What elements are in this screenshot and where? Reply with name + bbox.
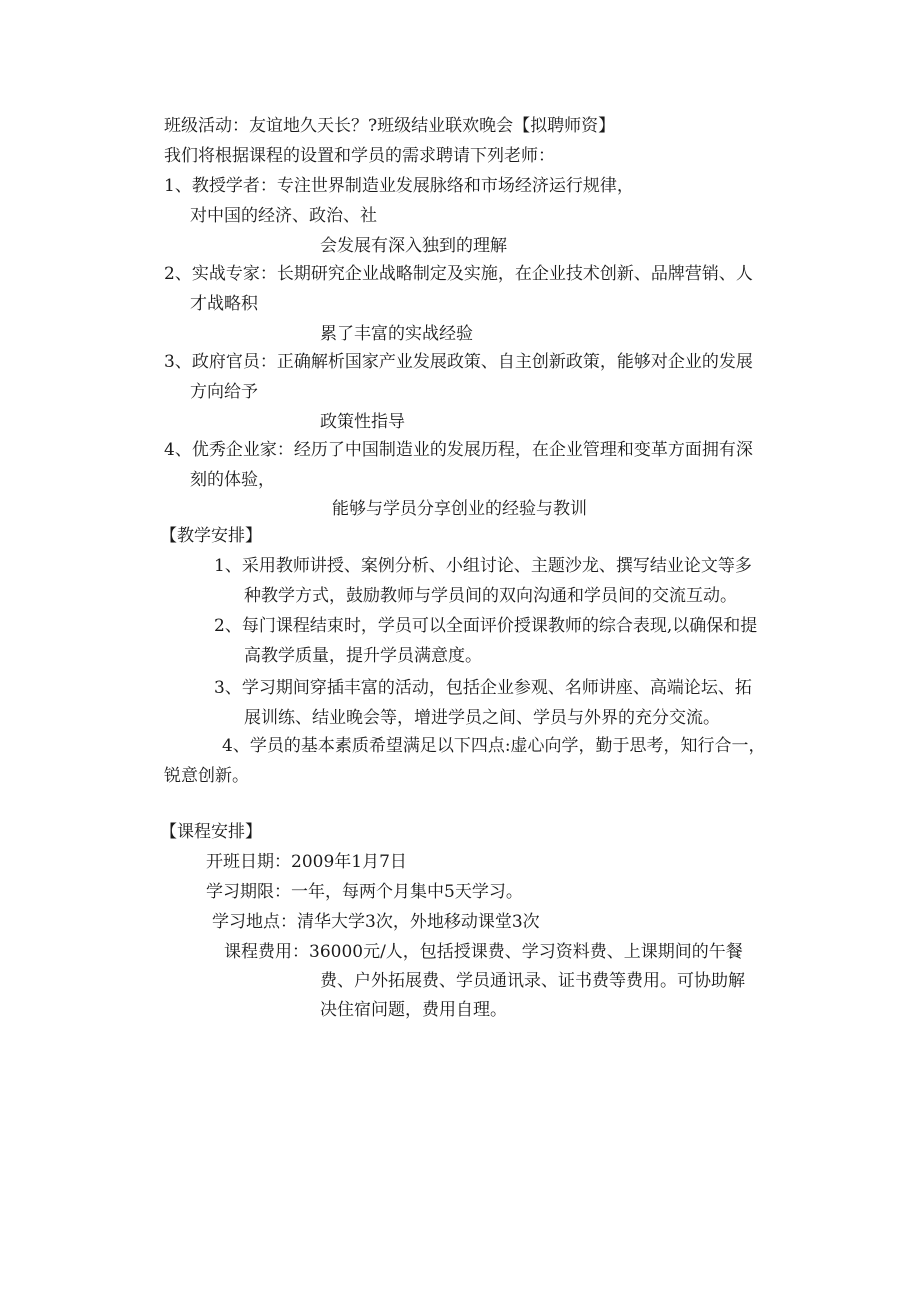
teaching-arrangement-heading: 【教学安排】 [160, 526, 262, 546]
course-start-date: 开班日期：2009年1月7日 [206, 852, 407, 872]
course-study-period: 学习期限：一年，每两个月集中5天学习。 [206, 882, 523, 902]
teaching-item-3: 3、学习期间穿插丰富的活动，包括企业参观、名师讲座、高端论坛、拓 [214, 678, 752, 698]
teacher-item-2-cont2: 累了丰富的实战经验 [320, 324, 473, 344]
teacher-item-4-cont: 刻的体验， [190, 470, 275, 490]
teacher-item-3: 3、政府官员：正确解析国家产业发展政策、自主创新政策，能够对企业的发展 [164, 352, 753, 372]
class-activity-line: 班级活动：友谊地久天长？?班级结业联欢晚会【拟聘师资】 [164, 116, 616, 136]
teaching-item-2: 2、每门课程结束时，学员可以全面评价授课教师的综合表现,以确保和提 [214, 616, 758, 636]
teacher-item-1: 1、教授学者：专注世界制造业发展脉络和市场经济运行规律， [164, 176, 634, 196]
course-fee: 课程费用：36000元/人，包括授课费、学习资料费、上课期间的午餐 [224, 942, 743, 962]
teacher-item-4-cont2: 能够与学员分享创业的经验与教训 [332, 499, 587, 519]
teacher-item-2-cont: 才战略积 [190, 294, 258, 314]
teacher-item-1-cont2: 会发展有深入独到的理解 [320, 236, 507, 256]
teaching-item-4-cont: 锐意创新。 [164, 766, 249, 786]
teacher-item-1-cont: 对中国的经济、政治、社 [190, 206, 377, 226]
course-arrangement-heading: 【课程安排】 [160, 822, 262, 842]
teacher-item-3-cont: 方向给予 [190, 382, 258, 402]
teacher-item-3-cont2: 政策性指导 [320, 412, 405, 432]
teaching-item-4: 4、学员的基本素质希望满足以下四点:虚心向学，勤于思考，知行合一， [222, 736, 766, 756]
teaching-item-1: 1、采用教师讲授、案例分析、小组讨论、主题沙龙、撰写结业论文等多 [214, 556, 752, 576]
teacher-intro-line: 我们将根据课程的设置和学员的需求聘请下列老师： [164, 146, 555, 166]
course-fee-cont: 费、户外拓展费、学员通讯录、证书费等费用。可协助解 [320, 971, 745, 991]
teaching-item-2-cont: 高教学质量，提升学员满意度。 [244, 646, 482, 666]
course-fee-cont2: 决住宿问题，费用自理。 [320, 1000, 507, 1020]
teaching-item-3-cont: 展训练、结业晚会等，增进学员之间、学员与外界的充分交流。 [244, 708, 720, 728]
teaching-item-1-cont: 种教学方式，鼓励教师与学员间的双向沟通和学员间的交流互动。 [244, 586, 737, 606]
teacher-item-2: 2、实战专家：长期研究企业战略制定及实施，在企业技术创新、品牌营销、人 [164, 264, 753, 284]
course-study-location: 学习地点：清华大学3次，外地移动课堂3次 [212, 912, 540, 932]
teacher-item-4: 4、优秀企业家：经历了中国制造业的发展历程，在企业管理和变革方面拥有深 [164, 440, 753, 460]
